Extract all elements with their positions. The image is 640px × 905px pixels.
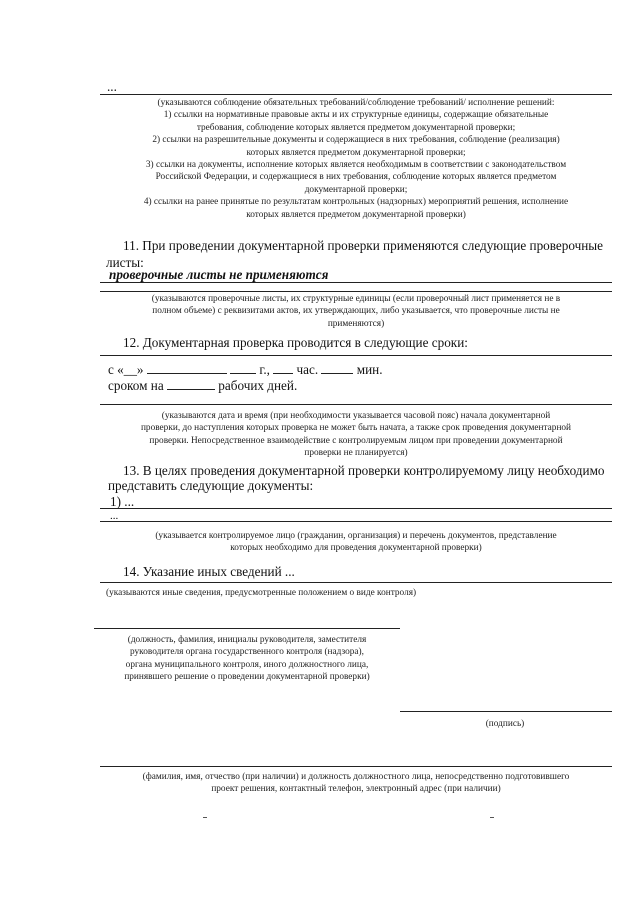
minutes-suffix: мин. bbox=[356, 362, 383, 377]
year-suffix: г., bbox=[259, 362, 270, 377]
note-line: (должность, фамилия, инициалы руководителя, заместителя bbox=[127, 635, 367, 645]
note-line: (указываются проверочные листы, их структурные единицы (если проверочный лист применяется не в bbox=[151, 294, 561, 304]
note-line: проект решения, контактный телефон, электронный адрес (при наличии) bbox=[211, 784, 501, 795]
term-prefix: сроком на bbox=[108, 378, 164, 393]
note-line: (указываются иные сведения, предусмотренные положением о виде контроля) bbox=[106, 588, 417, 598]
note-line: 4) ссылки на ранее принятые по результатам контрольных (надзорных) мероприятий решения, исполнение bbox=[143, 197, 569, 208]
note-checklists bbox=[96, 293, 616, 330]
note-line: 3) ссылки на документы, исполнение которых является необходимым в соответствии с законодательством bbox=[145, 160, 567, 171]
date-line bbox=[108, 362, 383, 378]
note-line: (фамилия, имя, отчество (при наличии) и должность должностного лица, непосредственно подготовившего bbox=[142, 772, 570, 782]
rule-section12 bbox=[100, 355, 612, 356]
rule-preparer bbox=[100, 766, 612, 767]
note-line: которых является предметом документарной проверки; bbox=[246, 147, 466, 158]
section12-title: 12. Документарная проверка проводится в следующие сроки: bbox=[123, 335, 468, 350]
rule-documents-1 bbox=[100, 508, 612, 509]
note-official bbox=[94, 634, 400, 684]
note-line: проверки не планируется) bbox=[304, 448, 408, 459]
section11-line2: листы: bbox=[106, 255, 144, 270]
year-blank[interactable] bbox=[230, 362, 256, 374]
signature-label bbox=[440, 718, 570, 730]
month-blank[interactable] bbox=[147, 362, 227, 374]
note-line: проверки, до наступления которых проверка не может быть начата, а также срок проведения документарной bbox=[140, 423, 572, 434]
note-requirements bbox=[96, 97, 616, 221]
note-line: (указываются дата и время (при необходимости указывается часовой пояс) начала документарной bbox=[161, 411, 551, 421]
rule-official bbox=[94, 628, 400, 629]
hours-blank[interactable] bbox=[273, 362, 293, 374]
rule-documents-2 bbox=[100, 521, 612, 522]
note-line: руководителя органа государственного контроля (надзора), bbox=[130, 647, 364, 658]
note-line: принявшего решение о проведении документарной проверки) bbox=[124, 672, 370, 683]
note-line: (указывается контролируемое лицо (гражданин, организация) и перечень документов, представление bbox=[155, 531, 557, 541]
signature-line[interactable] bbox=[400, 711, 612, 712]
hours-suffix: час. bbox=[296, 362, 319, 377]
section14-title: 14. Указание иных сведений ... bbox=[123, 564, 295, 579]
section13-item1: 1) ... bbox=[110, 494, 135, 509]
note-line: которых является предметом документарной проверки) bbox=[246, 209, 466, 220]
note-line: документарной проверки; bbox=[304, 184, 408, 195]
signature-label-text: (подпись) bbox=[485, 719, 525, 729]
section11-value: проверочные листы не применяются bbox=[109, 267, 329, 282]
note-documents bbox=[96, 530, 616, 555]
rule-top bbox=[100, 94, 612, 95]
rule-section14 bbox=[100, 582, 612, 583]
section13-item-more: ... bbox=[110, 510, 119, 522]
note-line: 2) ссылки на разрешительные документы и содержащиеся в них требования, соблюдение (реализация) bbox=[152, 135, 560, 146]
note-line: проверки. Непосредственное взаимодействие с контролируемым лицом при проведении документарной bbox=[149, 435, 563, 446]
note-preparer bbox=[96, 771, 616, 796]
rule-checklists bbox=[100, 282, 612, 283]
section11-line1: 11. При проведении документарной проверки применяются следующие проверочные bbox=[123, 238, 604, 253]
note-line: (указываются соблюдение обязательных требований/соблюдение требований/ исполнение решений: bbox=[157, 98, 555, 108]
section13-line2: представить следующие документы: bbox=[108, 478, 314, 493]
note-line: которых необходимо для проведения документарной проверки) bbox=[230, 543, 482, 554]
note-line: применяются) bbox=[327, 318, 385, 329]
date-prefix: с «__» bbox=[108, 362, 144, 377]
note-line: органа муниципального контроля, иного должностного лица, bbox=[125, 659, 369, 670]
note-line: требования, соблюдение которых является предметом документарной проверки; bbox=[196, 122, 516, 133]
scan-speck bbox=[490, 817, 494, 818]
scan-speck bbox=[203, 817, 207, 818]
term-days-blank[interactable] bbox=[167, 378, 215, 390]
note-line: полном объеме) с реквизитами актов, их утверждающих, либо указывается, что проверочные листы не bbox=[152, 306, 560, 317]
minutes-blank[interactable] bbox=[321, 362, 353, 374]
term-line bbox=[108, 378, 297, 394]
rule-checklists-2 bbox=[100, 291, 612, 292]
note-other bbox=[106, 587, 616, 599]
note-dates bbox=[96, 410, 616, 460]
section13-line1: 13. В целях проведения документарной проверки контролируемому лицу необходимо bbox=[123, 463, 605, 478]
note-line: Российской Федерации, и содержащиеся в них требования, соблюдение которых является предметом bbox=[155, 172, 557, 183]
top-ellipsis: ... bbox=[107, 79, 117, 94]
term-suffix: рабочих дней. bbox=[218, 378, 298, 393]
rule-dates bbox=[100, 404, 612, 405]
note-line: 1) ссылки на нормативные правовые акты и их структурные единицы, содержащие обязательные bbox=[163, 110, 549, 121]
